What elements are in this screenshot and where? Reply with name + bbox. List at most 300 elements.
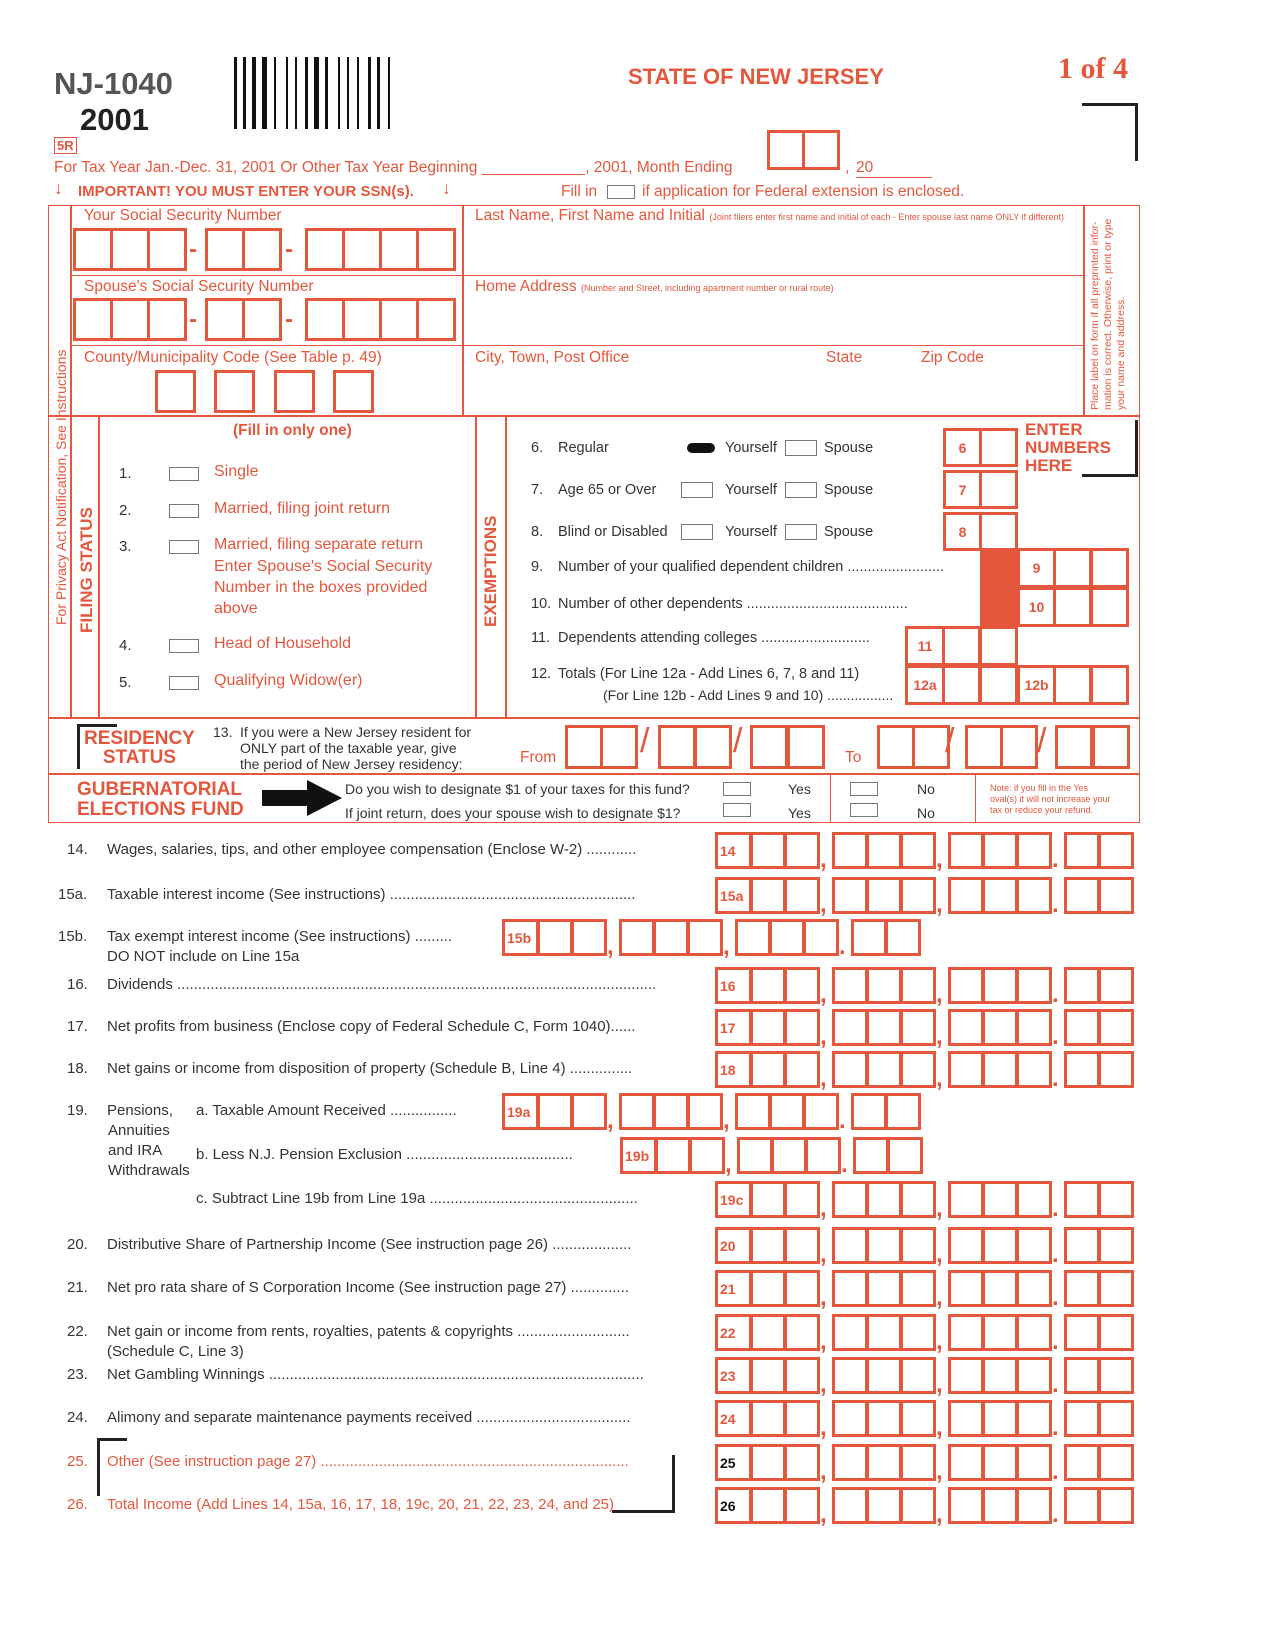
filing-status-checkbox[interactable]: [169, 467, 199, 481]
yourself-regular-filled-oval[interactable]: [687, 443, 715, 453]
line-number: 24.: [67, 1409, 88, 1426]
amount-digit-box[interactable]: [948, 1181, 984, 1218]
amount-digit-box[interactable]: [1016, 967, 1052, 1004]
amount-digit-box[interactable]: [619, 919, 655, 956]
amount-digit-box[interactable]: [784, 1270, 820, 1307]
amount-digit-box[interactable]: [900, 1051, 936, 1088]
amount-digit-box[interactable]: [1098, 1357, 1134, 1394]
amount-digit-box[interactable]: [866, 1227, 902, 1264]
spouse-ssn-digit-box[interactable]: [242, 298, 282, 341]
amount-digit-box[interactable]: [750, 1181, 786, 1218]
ssn-digit-box[interactable]: [305, 228, 345, 271]
amount-digit-box[interactable]: [687, 1093, 723, 1130]
amount-digit-box[interactable]: [784, 1444, 820, 1481]
county-code-box[interactable]: [155, 370, 196, 413]
amount-digit-box[interactable]: [982, 1227, 1018, 1264]
spouse-checkbox[interactable]: [785, 482, 817, 498]
amount-digit-box[interactable]: [982, 832, 1018, 869]
line-number: 26.: [67, 1496, 88, 1513]
amount-digit-box[interactable]: [887, 1137, 923, 1174]
exemption-count-box[interactable]: [1053, 665, 1092, 705]
amount-digit-box[interactable]: [832, 1227, 868, 1264]
amount-digit-box[interactable]: [900, 877, 936, 914]
spouse-checkbox[interactable]: [785, 524, 817, 540]
amount-digit-box[interactable]: [784, 1009, 820, 1046]
to-label: To: [845, 749, 862, 766]
barcode-bar: [368, 57, 371, 129]
exemption-number: 11.: [531, 630, 551, 646]
amount-digit-box[interactable]: [1064, 1181, 1100, 1218]
amount-digit-box[interactable]: [948, 1487, 984, 1524]
exemption-label: Number of other dependents ........................................: [558, 596, 908, 612]
line-number-box: 19c: [715, 1181, 752, 1218]
spouse-ssn-digit-box[interactable]: [379, 298, 419, 341]
separator: ,: [820, 1284, 827, 1311]
slash: /: [945, 722, 955, 760]
amount-digit-box[interactable]: [737, 1137, 773, 1174]
line-label: c. Subtract Line 19b from Line 19a ..................................................: [196, 1190, 638, 1207]
amount-digit-box[interactable]: [948, 967, 984, 1004]
spouse-label: Spouse: [824, 440, 874, 456]
ssn-digit-box[interactable]: [242, 228, 282, 271]
spouse-ssn-digit-box[interactable]: [147, 298, 187, 341]
separator: ,: [936, 1458, 943, 1485]
filing-status-checkbox[interactable]: [169, 504, 199, 518]
yourself-checkbox[interactable]: [681, 524, 713, 540]
amount-digit-box[interactable]: [900, 832, 936, 869]
amount-digit-box[interactable]: [900, 1270, 936, 1307]
amount-digit-box[interactable]: [832, 1444, 868, 1481]
amount-digit-box[interactable]: [1064, 1314, 1100, 1351]
address-label: Home Address (Number and Street, including apartment number or rural route): [475, 278, 834, 295]
amount-digit-box[interactable]: [784, 1227, 820, 1264]
line-number-box: 10: [1017, 587, 1056, 627]
exemption-count-box[interactable]: [942, 626, 981, 666]
county-code-box[interactable]: [333, 370, 374, 413]
spouse-ssn-digit-box[interactable]: [305, 298, 345, 341]
amount-digit-box[interactable]: [832, 877, 868, 914]
corner-mark: [1135, 103, 1138, 161]
amount-digit-box[interactable]: [832, 967, 868, 1004]
amount-digit-box[interactable]: [982, 1487, 1018, 1524]
down-arrow-icon: ↓: [442, 178, 451, 198]
ssn-digit-box[interactable]: [416, 228, 456, 271]
amount-digit-box[interactable]: [900, 967, 936, 1004]
amount-digit-box[interactable]: [1016, 877, 1052, 914]
barcode-bar: [234, 57, 237, 129]
exemption-count-box[interactable]: [1053, 587, 1092, 627]
line-number-box: 15a: [715, 877, 752, 914]
residency-date-box[interactable]: [658, 725, 696, 769]
line-number-box: 16: [715, 967, 752, 1004]
amount-digit-box[interactable]: [784, 1357, 820, 1394]
form-year: 2001: [80, 102, 149, 137]
exemption-count-box[interactable]: [979, 470, 1018, 509]
taxpayer-no-checkbox[interactable]: [850, 782, 878, 796]
amount-digit-box[interactable]: [769, 1093, 805, 1130]
exemption-count-box[interactable]: [1090, 587, 1129, 627]
amount-digit-box[interactable]: [1016, 1270, 1052, 1307]
exemption-label: Regular: [558, 440, 609, 456]
amount-digit-box[interactable]: [900, 1400, 936, 1437]
amount-digit-box[interactable]: [866, 1270, 902, 1307]
amount-digit-box[interactable]: [619, 1093, 655, 1130]
amount-digit-box[interactable]: [948, 1227, 984, 1264]
amount-digit-box[interactable]: [750, 1400, 786, 1437]
yourself-checkbox[interactable]: [681, 482, 713, 498]
amount-digit-box[interactable]: [1064, 832, 1100, 869]
residency-date-box[interactable]: [877, 725, 915, 769]
amount-digit-box[interactable]: [784, 1314, 820, 1351]
spouse-checkbox[interactable]: [785, 440, 817, 456]
amount-digit-box[interactable]: [735, 1093, 771, 1130]
line-number: 18.: [67, 1060, 88, 1077]
ssn-digit-box[interactable]: [342, 228, 382, 271]
amount-digit-box[interactable]: [1098, 1314, 1134, 1351]
amount-digit-box[interactable]: [948, 1314, 984, 1351]
separator: ,: [936, 1023, 943, 1050]
amount-digit-box[interactable]: [866, 1357, 902, 1394]
amount-digit-box[interactable]: [866, 1444, 902, 1481]
amount-digit-box[interactable]: [750, 1051, 786, 1088]
separator: ,: [820, 1328, 827, 1355]
amount-digit-box[interactable]: [900, 1357, 936, 1394]
amount-digit-box[interactable]: [982, 877, 1018, 914]
amount-digit-box[interactable]: [948, 877, 984, 914]
gubernatorial-title: GUBERNATORIAL ELECTIONS FUND: [77, 779, 244, 820]
amount-digit-box[interactable]: [1098, 1270, 1134, 1307]
amount-digit-box[interactable]: [1016, 832, 1052, 869]
line-number: 15b.: [58, 928, 88, 945]
amount-digit-box[interactable]: [1098, 1444, 1134, 1481]
filing-status-checkbox[interactable]: [169, 676, 199, 690]
filing-option-note: above: [214, 600, 258, 617]
separator: .: [1052, 1023, 1059, 1050]
filing-status-hint: (Fill in only one): [233, 422, 352, 439]
amount-digit-box[interactable]: [537, 919, 573, 956]
filing-option-number: 5.: [119, 674, 132, 691]
amount-digit-box[interactable]: [771, 1137, 807, 1174]
line-number-box: 19a: [502, 1093, 539, 1130]
amount-digit-box[interactable]: [1098, 1227, 1134, 1264]
amount-digit-box[interactable]: [900, 1487, 936, 1524]
amount-digit-box[interactable]: [784, 877, 820, 914]
separator: ,: [820, 1414, 827, 1441]
amount-digit-box[interactable]: [750, 1227, 786, 1264]
yes-label: Yes: [788, 781, 811, 797]
exemption-number: 9.: [531, 559, 544, 575]
separator: .: [1052, 1371, 1059, 1398]
residency-date-box[interactable]: [694, 725, 732, 769]
separator: ,: [607, 933, 614, 960]
exemption-count-box[interactable]: [979, 512, 1018, 551]
amount-digit-box[interactable]: [803, 1093, 839, 1130]
month-ending-box-1[interactable]: [767, 130, 805, 170]
amount-digit-box[interactable]: [1098, 1009, 1134, 1046]
amount-digit-box[interactable]: [900, 1444, 936, 1481]
slash: /: [640, 722, 650, 760]
state-label: State: [826, 349, 863, 366]
amount-digit-box[interactable]: [832, 1314, 868, 1351]
amount-digit-box[interactable]: [1064, 1227, 1100, 1264]
line-label: Annuities: [108, 1122, 170, 1139]
spouse-yes-checkbox[interactable]: [723, 803, 751, 817]
amount-digit-box[interactable]: [1064, 1400, 1100, 1437]
residency-date-box[interactable]: [965, 725, 1003, 769]
amount-digit-box[interactable]: [1064, 1051, 1100, 1088]
line-label: Distributive Share of Partnership Income (See instruction page 26) ...................: [107, 1236, 632, 1253]
amount-digit-box[interactable]: [866, 832, 902, 869]
amount-digit-box[interactable]: [982, 1314, 1018, 1351]
amount-digit-box[interactable]: [1098, 1181, 1134, 1218]
amount-digit-box[interactable]: [1098, 967, 1134, 1004]
amount-digit-box[interactable]: [948, 832, 984, 869]
amount-digit-box[interactable]: [750, 1444, 786, 1481]
amount-digit-box[interactable]: [750, 832, 786, 869]
amount-digit-box[interactable]: [982, 1444, 1018, 1481]
exemption-count-box[interactable]: [1090, 665, 1129, 705]
spouse-ssn-digit-box[interactable]: [342, 298, 382, 341]
amount-digit-box[interactable]: [900, 1227, 936, 1264]
amount-digit-box[interactable]: [853, 1137, 889, 1174]
amount-digit-box[interactable]: [1098, 1051, 1134, 1088]
amount-digit-box[interactable]: [866, 1181, 902, 1218]
amount-digit-box[interactable]: [832, 832, 868, 869]
line-label: b. Less N.J. Pension Exclusion ........................................: [196, 1146, 573, 1163]
amount-digit-box[interactable]: [784, 1400, 820, 1437]
amount-digit-box[interactable]: [900, 1181, 936, 1218]
line-number: 17.: [67, 1018, 88, 1035]
amount-digit-box[interactable]: [750, 1487, 786, 1524]
line-label: Total Income (Add Lines 14, 15a, 16, 17, 18, 19c, 20, 21, 22, 23, 24, and 25): [107, 1496, 615, 1513]
amount-digit-box[interactable]: [1064, 877, 1100, 914]
spouse-label: Spouse: [824, 482, 874, 498]
amount-digit-box[interactable]: [1016, 1314, 1052, 1351]
residency-date-box[interactable]: [787, 725, 825, 769]
amount-digit-box[interactable]: [687, 919, 723, 956]
amount-digit-box[interactable]: [866, 967, 902, 1004]
amount-digit-box[interactable]: [866, 1009, 902, 1046]
amount-digit-box[interactable]: [784, 832, 820, 869]
amount-digit-box[interactable]: [803, 919, 839, 956]
barcode-bar: [388, 57, 390, 129]
filing-status-checkbox[interactable]: [169, 639, 199, 653]
line-number-box: 19b: [620, 1137, 657, 1174]
separator: ,: [936, 1284, 943, 1311]
amount-digit-box[interactable]: [1064, 1487, 1100, 1524]
ssn-digit-box[interactable]: [379, 228, 419, 271]
amount-digit-box[interactable]: [1016, 1444, 1052, 1481]
amount-digit-box[interactable]: [1098, 1400, 1134, 1437]
exemption-label: Number of your qualified dependent children ........................: [558, 559, 945, 575]
amount-digit-box[interactable]: [948, 1270, 984, 1307]
amount-digit-box[interactable]: [1098, 832, 1134, 869]
amount-digit-box[interactable]: [832, 1487, 868, 1524]
amount-digit-box[interactable]: [1064, 967, 1100, 1004]
residency-date-box[interactable]: [1092, 725, 1130, 769]
amount-digit-box[interactable]: [832, 1357, 868, 1394]
spouse-ssn-label: Spouse's Social Security Number: [84, 278, 314, 295]
amount-digit-box[interactable]: [784, 1487, 820, 1524]
amount-digit-box[interactable]: [1064, 1444, 1100, 1481]
exemption-count-box[interactable]: [979, 665, 1018, 705]
privacy-note: For Privacy Act Notification, See Instructions: [53, 349, 69, 625]
line-number-box: 15b: [502, 919, 539, 956]
barcode-bar: [347, 57, 349, 129]
amount-digit-box[interactable]: [655, 1137, 691, 1174]
county-code-box[interactable]: [274, 370, 315, 413]
amount-digit-box[interactable]: [900, 1009, 936, 1046]
exemption-count-box[interactable]: [1090, 548, 1129, 588]
residency-date-box[interactable]: [1000, 725, 1038, 769]
amount-digit-box[interactable]: [851, 919, 887, 956]
amount-digit-box[interactable]: [982, 1270, 1018, 1307]
county-code-box[interactable]: [214, 370, 255, 413]
extension-checkbox[interactable]: [607, 185, 635, 199]
line-number-box: 8: [943, 512, 982, 551]
exemption-count-box[interactable]: [942, 665, 981, 705]
spouse-ssn-digit-box[interactable]: [416, 298, 456, 341]
amount-digit-box[interactable]: [832, 1181, 868, 1218]
amount-digit-box[interactable]: [982, 1051, 1018, 1088]
amount-digit-box[interactable]: [885, 1093, 921, 1130]
amount-digit-box[interactable]: [750, 1009, 786, 1046]
separator: .: [1052, 1065, 1059, 1092]
name-label: Last Name, First Name and Initial (Joint filers enter first name and initial of each - Enter spouse last name ONLY if different): [475, 207, 1064, 224]
amount-digit-box[interactable]: [866, 877, 902, 914]
ssn-digit-box[interactable]: [110, 228, 150, 271]
ssn-digit-box[interactable]: [147, 228, 187, 271]
amount-digit-box[interactable]: [689, 1137, 725, 1174]
amount-digit-box[interactable]: [866, 1400, 902, 1437]
yourself-label: Yourself: [725, 524, 777, 540]
amount-digit-box[interactable]: [982, 1400, 1018, 1437]
spouse-no-checkbox[interactable]: [850, 803, 878, 817]
residency-date-box[interactable]: [1055, 725, 1093, 769]
line-number-box: 25: [715, 1444, 752, 1481]
dash: -: [285, 236, 293, 263]
amount-digit-box[interactable]: [982, 1009, 1018, 1046]
slash: /: [733, 722, 743, 760]
amount-digit-box[interactable]: [653, 919, 689, 956]
amount-digit-box[interactable]: [948, 1444, 984, 1481]
amount-digit-box[interactable]: [537, 1093, 573, 1130]
amount-digit-box[interactable]: [885, 919, 921, 956]
amount-digit-box[interactable]: [1016, 1227, 1052, 1264]
amount-digit-box[interactable]: [1016, 1181, 1052, 1218]
line-label: a. Taxable Amount Received ................: [196, 1102, 457, 1119]
year-suffix[interactable]: 20: [856, 159, 932, 178]
amount-digit-box[interactable]: [1016, 1051, 1052, 1088]
amount-digit-box[interactable]: [948, 1357, 984, 1394]
amount-digit-box[interactable]: [1016, 1487, 1052, 1524]
amount-digit-box[interactable]: [982, 967, 1018, 1004]
separator: .: [1052, 846, 1059, 873]
zip-label: Zip Code: [921, 349, 984, 366]
corner-mark: [1082, 103, 1138, 106]
barcode-bar: [274, 57, 276, 129]
amount-digit-box[interactable]: [948, 1009, 984, 1046]
residency-date-box[interactable]: [750, 725, 788, 769]
amount-digit-box[interactable]: [982, 1181, 1018, 1218]
state-title: STATE OF NEW JERSEY: [628, 64, 884, 89]
amount-digit-box[interactable]: [832, 1009, 868, 1046]
amount-digit-box[interactable]: [750, 1314, 786, 1351]
amount-digit-box[interactable]: [1016, 1009, 1052, 1046]
amount-digit-box[interactable]: [784, 1051, 820, 1088]
amount-digit-box[interactable]: [750, 1357, 786, 1394]
spouse-ssn-digit-box[interactable]: [205, 298, 245, 341]
amount-digit-box[interactable]: [832, 1270, 868, 1307]
ssn-digit-box[interactable]: [73, 228, 113, 271]
amount-digit-box[interactable]: [750, 1270, 786, 1307]
exemption-label: Age 65 or Over: [558, 482, 657, 498]
amount-digit-box[interactable]: [1098, 1487, 1134, 1524]
separator: ,: [725, 1151, 732, 1178]
yourself-label: Yourself: [725, 482, 777, 498]
amount-digit-box[interactable]: [653, 1093, 689, 1130]
amount-digit-box[interactable]: [948, 1051, 984, 1088]
amount-digit-box[interactable]: [866, 1051, 902, 1088]
spouse-ssn-digit-box[interactable]: [110, 298, 150, 341]
exemption-number: 8.: [531, 524, 544, 540]
amount-digit-box[interactable]: [1016, 1400, 1052, 1437]
amount-digit-box[interactable]: [1098, 877, 1134, 914]
residency-date-box[interactable]: [600, 725, 638, 769]
amount-digit-box[interactable]: [769, 919, 805, 956]
ssn-digit-box[interactable]: [205, 228, 245, 271]
month-ending-box-2[interactable]: [802, 130, 840, 170]
amount-digit-box[interactable]: [750, 877, 786, 914]
amount-digit-box[interactable]: [948, 1400, 984, 1437]
amount-digit-box[interactable]: [832, 1400, 868, 1437]
taxpayer-yes-checkbox[interactable]: [723, 782, 751, 796]
residency-date-box[interactable]: [565, 725, 603, 769]
separator: .: [1052, 1414, 1059, 1441]
amount-digit-box[interactable]: [784, 1181, 820, 1218]
separator: ,: [820, 1501, 827, 1528]
amount-digit-box[interactable]: [1064, 1009, 1100, 1046]
amount-digit-box[interactable]: [750, 967, 786, 1004]
amount-digit-box[interactable]: [571, 1093, 607, 1130]
amount-digit-box[interactable]: [735, 919, 771, 956]
amount-digit-box[interactable]: [1016, 1357, 1052, 1394]
amount-digit-box[interactable]: [900, 1314, 936, 1351]
amount-digit-box[interactable]: [866, 1487, 902, 1524]
amount-digit-box[interactable]: [851, 1093, 887, 1130]
ssn-label: Your Social Security Number: [84, 207, 282, 224]
filing-status-checkbox[interactable]: [169, 540, 199, 554]
amount-digit-box[interactable]: [1064, 1357, 1100, 1394]
separator: ,: [820, 891, 827, 918]
amount-digit-box[interactable]: [866, 1314, 902, 1351]
line-number-box: 6: [943, 428, 982, 467]
exemption-count-box[interactable]: [1053, 548, 1092, 588]
amount-digit-box[interactable]: [805, 1137, 841, 1174]
county-code-label: County/Municipality Code (See Table p. 49): [84, 349, 382, 366]
exemption-count-box[interactable]: [979, 428, 1018, 467]
exemption-count-box[interactable]: [979, 626, 1018, 666]
amount-digit-box[interactable]: [784, 967, 820, 1004]
amount-digit-box[interactable]: [982, 1357, 1018, 1394]
filing-option-label: Married, filing separate return: [214, 536, 423, 553]
amount-digit-box[interactable]: [832, 1051, 868, 1088]
amount-digit-box[interactable]: [571, 919, 607, 956]
spouse-ssn-digit-box[interactable]: [73, 298, 113, 341]
amount-digit-box[interactable]: [1064, 1270, 1100, 1307]
line-number-box: 24: [715, 1400, 752, 1437]
city-label: City, Town, Post Office: [475, 349, 630, 366]
